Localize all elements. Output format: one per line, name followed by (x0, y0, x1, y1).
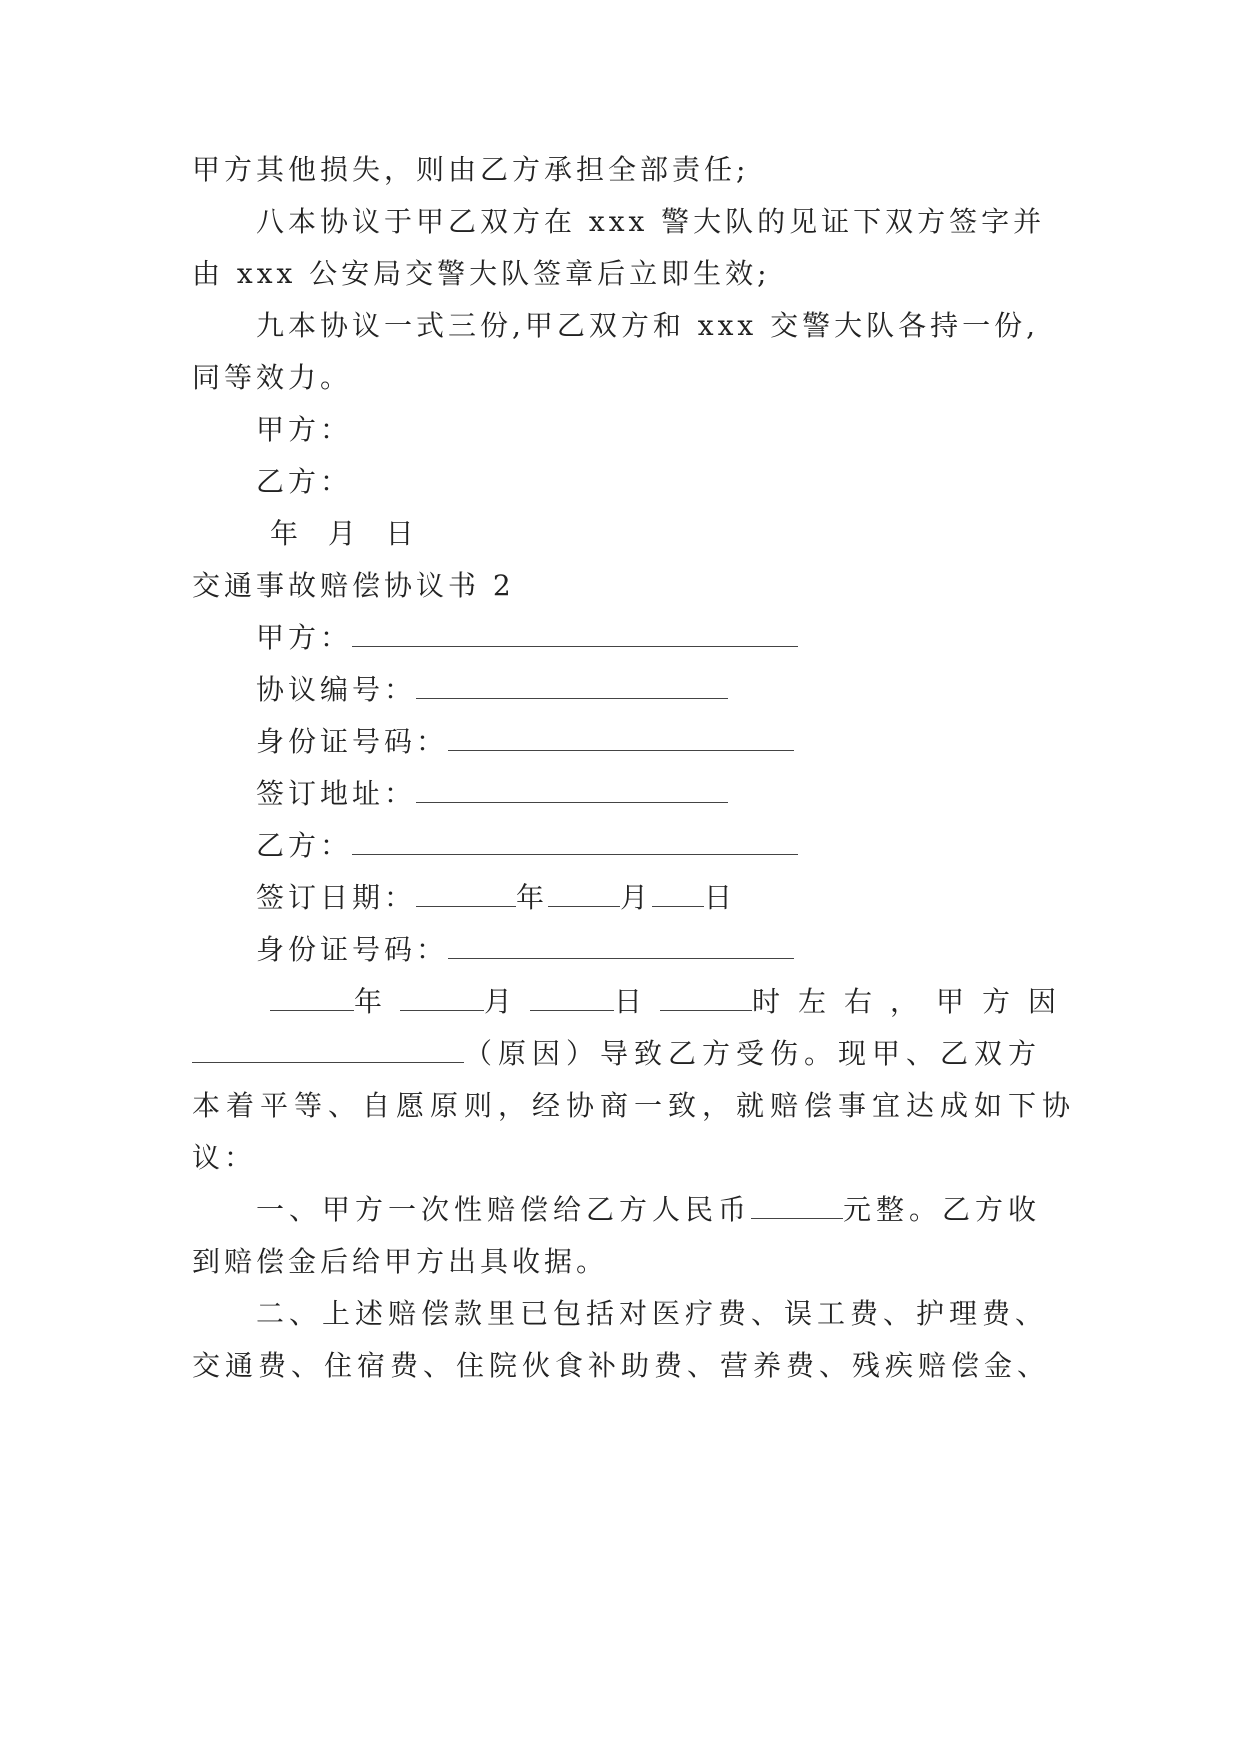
field-label: 甲方： (256, 621, 353, 654)
fill-blank (270, 988, 354, 1011)
field-agreement-no (256, 672, 1116, 708)
paragraph-line: 到赔偿金后给甲方出具收据。 (192, 1245, 609, 1278)
fill-blank (751, 1196, 843, 1219)
field-label: 协议编号： (256, 673, 417, 706)
signature-party-b: 乙方： (256, 465, 353, 498)
date-day: 日 (704, 881, 737, 914)
fill-blank (352, 624, 798, 647)
date-day: 日 (385, 517, 418, 550)
fill-blank (530, 988, 614, 1011)
paragraph-text: 时左右，甲方因 (752, 985, 1075, 1018)
date-line (270, 516, 1130, 552)
fill-blank (652, 884, 704, 907)
field-sign-address (256, 776, 1116, 812)
fill-blank (448, 728, 794, 751)
text-line: 同等效力。 (192, 361, 353, 394)
paragraph-text: 元整。乙方收 (843, 1193, 1042, 1226)
field-id-b (256, 932, 1116, 968)
fill-blank (192, 1040, 464, 1063)
paragraph-line (256, 1192, 1116, 1228)
signature-party-a: 甲方： (256, 413, 353, 446)
section-title: 交通事故赔偿协议书 2 (192, 569, 515, 602)
field-label: 身份证号码： (256, 933, 449, 966)
date-day: 日 (614, 985, 661, 1018)
fill-blank (416, 884, 516, 907)
date-month: 月 (484, 985, 531, 1018)
date-month: 月 (327, 517, 360, 550)
field-party-a (256, 620, 1116, 656)
paragraph-line: 议： (192, 1141, 257, 1174)
text-line: 由 xxx 公安局交警大队签章后立即生效; (192, 257, 771, 290)
field-label: 身份证号码： (256, 725, 449, 758)
paragraph-line: 二、上述赔偿款里已包括对医疗费、误工费、护理费、 (256, 1297, 1049, 1330)
fill-blank (400, 988, 484, 1011)
field-label: 签订日期： (256, 881, 417, 914)
paragraph-text: （原因）导致乙方受伤。现甲、乙双方 (464, 1037, 1043, 1070)
field-id-a (256, 724, 1116, 760)
field-party-b (256, 828, 1116, 864)
field-label: 签订地址： (256, 777, 417, 810)
date-year: 年 (354, 985, 401, 1018)
field-label: 乙方： (256, 829, 353, 862)
text-line: 九本协议一式三份,甲乙双方和 xxx 交警大队各持一份, (256, 309, 1039, 342)
text-line: 甲方其他损失，则由乙方承担全部责任; (192, 153, 750, 186)
paragraph-line (192, 1036, 1052, 1072)
fill-blank (448, 936, 794, 959)
paragraph-line (270, 984, 1075, 1020)
text-line: 八本协议于甲乙双方在 xxx 警大队的见证下双方签字并 (256, 205, 1046, 238)
fill-blank (416, 676, 728, 699)
fill-blank (352, 832, 798, 855)
paragraph-text: 一、甲方一次性赔偿给乙方人民币 (256, 1193, 752, 1226)
fill-blank (660, 988, 752, 1011)
date-month: 月 (620, 881, 653, 914)
paragraph-line: 本着平等、自愿原则，经协商一致，就赔偿事宜达成如下协 (192, 1089, 1077, 1122)
field-sign-date (256, 880, 1116, 916)
fill-blank (548, 884, 620, 907)
paragraph-line: 交通费、住宿费、住院伙食补助费、营养费、残疾赔偿金、 (192, 1349, 1051, 1382)
date-year: 年 (516, 881, 549, 914)
fill-blank (416, 780, 728, 803)
date-year: 年 (270, 517, 303, 550)
